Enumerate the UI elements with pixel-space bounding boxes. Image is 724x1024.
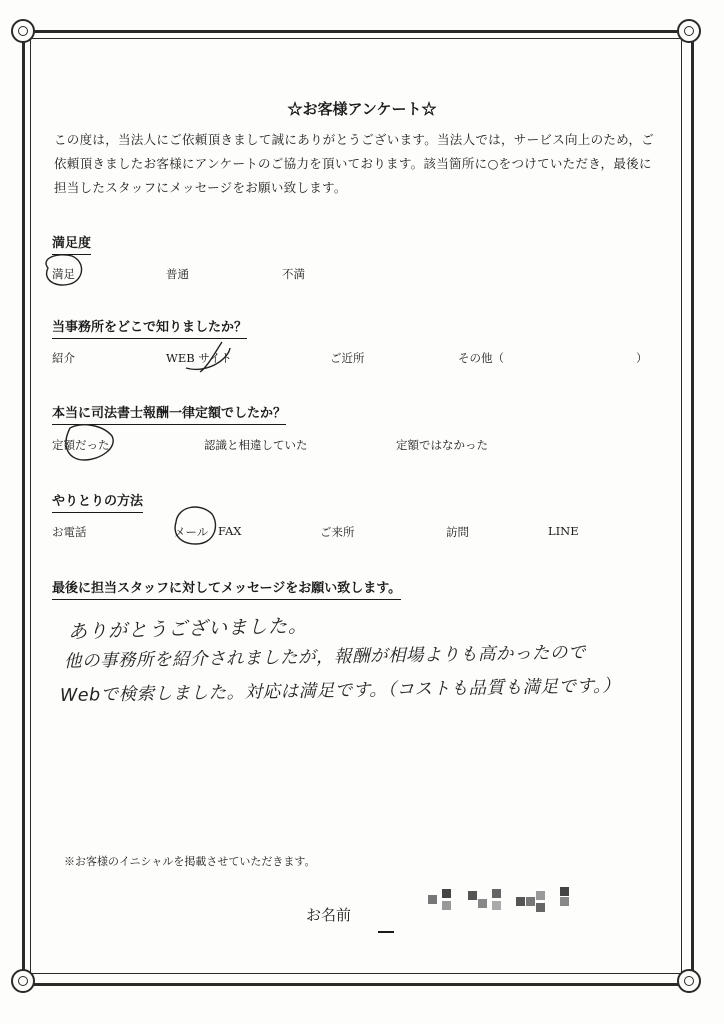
fee-option-different[interactable]: 認識と相違していた	[204, 438, 308, 452]
name-label: お名前	[306, 906, 352, 924]
satisfaction-option-satisfied[interactable]: 満足	[52, 267, 75, 281]
intro-text: この度は，当法人にご依頼頂きまして誠にありがとうございます。当法人では，サービス向上のため，ご依頼頂きましたお客様にアンケートのご協力を頂いております。該当箇所に○をつけていただき，最後に担当したスタッフにメッセージをお願い致します。	[54, 132, 655, 195]
source-heading: 当事務所をどこで知りましたか？	[52, 316, 247, 339]
circle-mark-satisfied	[46, 255, 82, 285]
name-mosaic-redaction	[428, 887, 578, 917]
fee-option-not-fixed[interactable]: 定額ではなかった	[396, 438, 488, 452]
source-option-other[interactable]: その他（	[458, 351, 504, 365]
source-option-neighborhood[interactable]: ご近所	[330, 351, 365, 365]
contact-heading: やりとりの方法	[52, 490, 143, 513]
satisfaction-option-normal[interactable]: 普通	[166, 267, 189, 281]
contact-option-visit-office[interactable]: ご来所	[320, 525, 355, 539]
initials-note: ※お客様のイニシャルを掲載させていただきます。	[64, 855, 316, 868]
handwritten-message-line: Webで検索しました。対応は満足です。（コストも品質も満足です。）	[59, 676, 621, 706]
satisfaction-heading: 満足度	[52, 232, 91, 255]
survey-title: ☆お客様アンケート☆	[287, 100, 437, 118]
handwritten-message-line: 他の事務所を紹介されましたが，報酬が相場よりも高かったので	[63, 642, 587, 672]
contact-option-email[interactable]: メール	[174, 525, 209, 539]
fee-heading: 本当に司法書士報酬一律定額でしたか？	[52, 402, 286, 425]
contact-option-phone[interactable]: お電話	[52, 525, 87, 539]
source-option-other-close: ）	[636, 351, 648, 365]
name-underline	[378, 931, 394, 933]
contact-option-home-visit[interactable]: 訪問	[446, 525, 469, 539]
satisfaction-option-dissatisfied[interactable]: 不満	[282, 267, 305, 281]
circle-mark-fixed	[66, 425, 113, 460]
source-option-referral[interactable]: 紹介	[52, 351, 75, 365]
circle-mark-email	[175, 507, 215, 544]
handwritten-message-line: ありがとうございました。	[67, 614, 309, 644]
contact-option-line[interactable]: LINE	[548, 524, 579, 538]
message-heading: 最後に担当スタッフに対してメッセージをお願い致します。	[52, 577, 401, 600]
contact-option-fax[interactable]: FAX	[218, 524, 242, 538]
circle-mark-website	[186, 342, 230, 372]
source-option-website[interactable]: WEB サイト	[166, 351, 233, 365]
fee-option-fixed[interactable]: 定額だった	[52, 438, 110, 452]
